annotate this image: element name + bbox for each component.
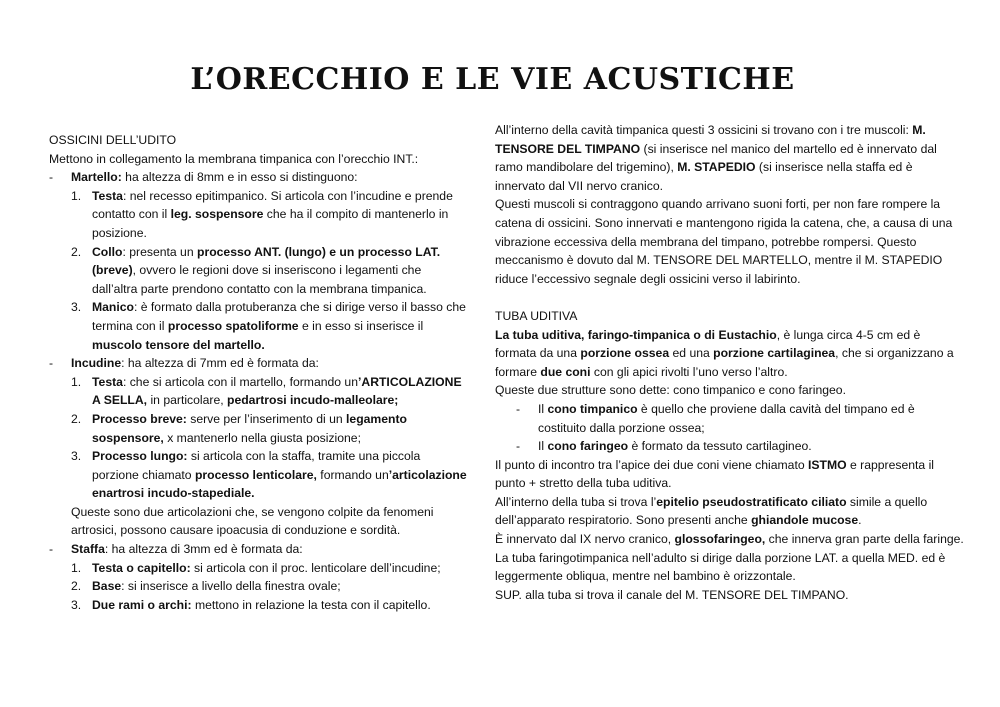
text-run: : che si articola con il martello, formando un [122,374,358,389]
text-run: in particolare, [147,393,228,408]
numbered-item [49,447,469,503]
bold-term: Processo breve: [92,411,187,426]
muscoli-paragraph [495,121,965,195]
item-number: 3. [71,449,82,464]
text-run: (si inserisce nella staffa ed è innervato dal VII nervo cranico. [495,160,913,193]
bold-term: due coni [540,364,591,379]
item-text [92,410,469,447]
incudine-note: Queste sono due articolazioni che, se vengono colpite da fenomeni artrosici, possono causare ipoacusia di conduzione e sordità. [71,504,434,538]
section-heading-ossicini: OSSICINI DELL’UDITO [49,133,177,147]
item-text [538,437,965,456]
bold-term: processo ANT. (lungo) e un processo LAT. (breve) [92,244,441,278]
right-column [495,121,965,604]
bold-term: glossofaringeo, [674,532,766,547]
incudine-term: Incudine [71,356,122,371]
list-dash: - [49,356,54,371]
bold-term: leg. sospensore [170,207,264,222]
bold-term: Manico [92,300,134,315]
text-run: è quello che proviene dalla cavità del timpano ed è costituito dalla porzione ossea; [538,401,915,435]
staffa-list [49,559,469,615]
sup-paragraph: SUP. alla tuba si trova il canale del M. TENSORE DEL TIMPANO. [495,587,849,602]
bold-term: Processo lungo: [92,449,188,464]
bold-term: M. TENSORE DEL TIMPANO [495,123,926,156]
item-number: 3. [71,597,82,612]
martello-term: Martello: [71,170,122,185]
ossicini-intro: Mettono in collegamento la membrana timpanica con l’orecchio INT.: [49,151,419,166]
bold-term: epitelio pseudostratificato ciliato [656,494,847,509]
item-text [538,400,965,437]
item-text [92,559,469,578]
text-run: serve per l’inserimento di un [186,411,347,426]
bold-term: processo lenticolare, [194,467,317,482]
text-run: : è formato dalla protuberanza che si dirige verso il basso che termina con il [92,300,466,333]
text-run: All’interno della tuba si trova l’ [495,494,657,509]
text-run: e in esso si inserisce il [298,318,424,333]
text-run: formando un [316,467,389,482]
text-run: (si inserisce nel manico del martello ed è innervato dal ramo mandibolare del trigemino), [495,141,937,175]
numbered-item [49,577,469,596]
text-run: Il [538,401,548,416]
bold-term: La tuba uditiva, faringo-timpanica o di Eustachio [495,327,777,342]
list-dash: - [49,170,54,185]
martello-list [49,187,469,354]
numbered-item [49,559,469,578]
numbered-item [49,410,469,447]
item-text [92,187,469,243]
bold-term: porzione ossea [580,346,670,361]
epitelio-paragraph [495,493,965,530]
adulto-paragraph: La tuba faringotimpanica nell’adulto si dirige dalla porzione LAT. a quella MED. ed è leggermente obliqua, mentre nel bambino è orizzontale. [495,550,946,584]
item-number: 2. [71,411,82,426]
list-dash: - [49,542,54,557]
numbered-item [49,187,469,243]
incudine-entry [49,354,469,373]
staffa-desc: : ha altezza di 3mm ed è formata da: [104,542,303,557]
text-run: È innervato dal IX nervo cranico, [495,532,675,547]
text-run: è formato da tessuto cartilagineo. [628,439,812,454]
dash-item [495,437,965,456]
bold-term: pedartrosi incudo-malleolare; [227,393,399,408]
bold-term: Collo [92,244,123,259]
text-run: e rappresenta il punto + stretto della tuba uditiva. [495,457,935,491]
text-run: si articola con il proc. lenticolare dell’incudine; [190,560,441,575]
list-dash: - [516,439,521,454]
bold-term: Base [92,579,122,594]
bold-term: cono timpanico [547,401,638,416]
text-run: . [858,513,862,528]
bold-term: ’articolazione enartrosi incudo-stapediale. [92,467,467,501]
bold-term: Testa o capitello: [92,560,191,575]
martello-entry [49,168,469,187]
item-number: 2. [71,244,82,259]
item-number: 2. [71,579,82,594]
numbered-item [49,243,469,299]
coni-list [495,400,965,456]
bold-term: Testa [92,188,123,203]
bold-term: porzione cartilaginea [713,346,836,361]
text-run: con gli apici rivolti l’uno verso l’altro. [590,364,788,379]
text-run: Il [538,439,548,454]
bold-term: legamento sospensore, [92,411,407,445]
innervazione-paragraph [495,530,965,549]
istmo-paragraph [495,456,965,493]
text-run: : si inserisce a livello della finestra ovale; [121,579,341,594]
bold-term: ’ARTICOLAZIONE A SELLA, [92,374,462,408]
item-text [92,596,469,615]
item-text [92,373,469,410]
bold-term: muscolo tensore del martello. [92,337,265,352]
dash-item [495,400,965,437]
item-number: 3. [71,300,82,315]
incudine-desc: : ha altezza di 7mm ed è formata da: [121,356,319,371]
bold-term: Due rami o archi: [92,597,192,612]
page-title: L’ORECCHIO E LE VIE ACUSTICHE [190,62,795,97]
text-run: che ha il compito di mantenerlo in posizione. [92,207,449,240]
text-run: mettono in relazione la testa con il capitello. [191,597,431,612]
text-run: , ovvero le regioni dove si inseriscono i legamenti che dall’altra parte prendono contatto con la membrana timpanica. [92,263,427,296]
tuba-intro-paragraph [495,326,965,382]
text-run: simile a quello dell’apparato respiratorio. Sono presenti anche [495,494,928,528]
text-run: All’interno della cavità timpanica questi 3 ossicini si trovano con i tre muscoli: [495,123,913,137]
numbered-item [49,596,469,615]
section-heading-tuba: TUBA UDITIVA [495,308,578,323]
contrazione-paragraph: Questi muscoli si contraggono quando arrivano suoni forti, per non fare rompere la catena di ossicini. Sono innervati e mantengono rigida la catena, che, a causa di una vibrazione eccessiva della membrana del timpano, potrebbe rompersi. Questo meccanismo è dovuto dal M. TENSORE DEL MARTELLO, mentre il M. STAPEDIO riduce l’eccessivo segnale degli ossicini verso il labirinto. [495,197,953,286]
bold-term: ISTMO [808,457,847,472]
item-text [92,243,469,299]
text-run: ed una [669,346,714,361]
text-run: , è lunga circa 4-5 cm ed è formata da una [495,327,921,361]
incudine-list [49,373,469,503]
text-run: si articola con la staffa, tramite una piccola porzione chiamato [92,449,421,482]
list-dash: - [516,401,521,416]
text-run: , che si organizzano a formare [495,346,954,379]
martello-desc: ha altezza di 8mm e in esso si distinguono: [121,170,358,185]
staffa-term: Staffa [71,542,105,557]
bold-term: Testa [92,374,123,389]
bold-term: processo spatoliforme [167,318,299,333]
item-number: 1. [71,188,82,203]
text-run: Il punto di incontro tra l’apice dei due coni viene chiamato [495,457,809,472]
staffa-entry [49,540,469,559]
item-number: 1. [71,374,82,389]
text-run: : presenta un [122,244,197,259]
text-run: che innerva gran parte della faringe. [765,532,964,547]
item-text [92,298,469,354]
numbered-item [49,373,469,410]
text-run: x mantenerlo nella giusta posizione; [163,430,361,445]
bold-term: M. STAPEDIO [677,160,756,175]
left-column [49,131,469,614]
item-number: 1. [71,560,82,575]
item-text [92,447,469,503]
bold-term: ghiandole mucose [751,513,859,528]
strutture-paragraph: Queste due strutture sono dette: cono timpanico e cono faringeo. [495,383,846,398]
numbered-item [49,298,469,354]
text-run: : nel recesso epitimpanico. Si articola con l’incudine e prende contatto con il [92,188,453,222]
bold-term: cono faringeo [547,439,629,454]
item-text [92,577,469,596]
